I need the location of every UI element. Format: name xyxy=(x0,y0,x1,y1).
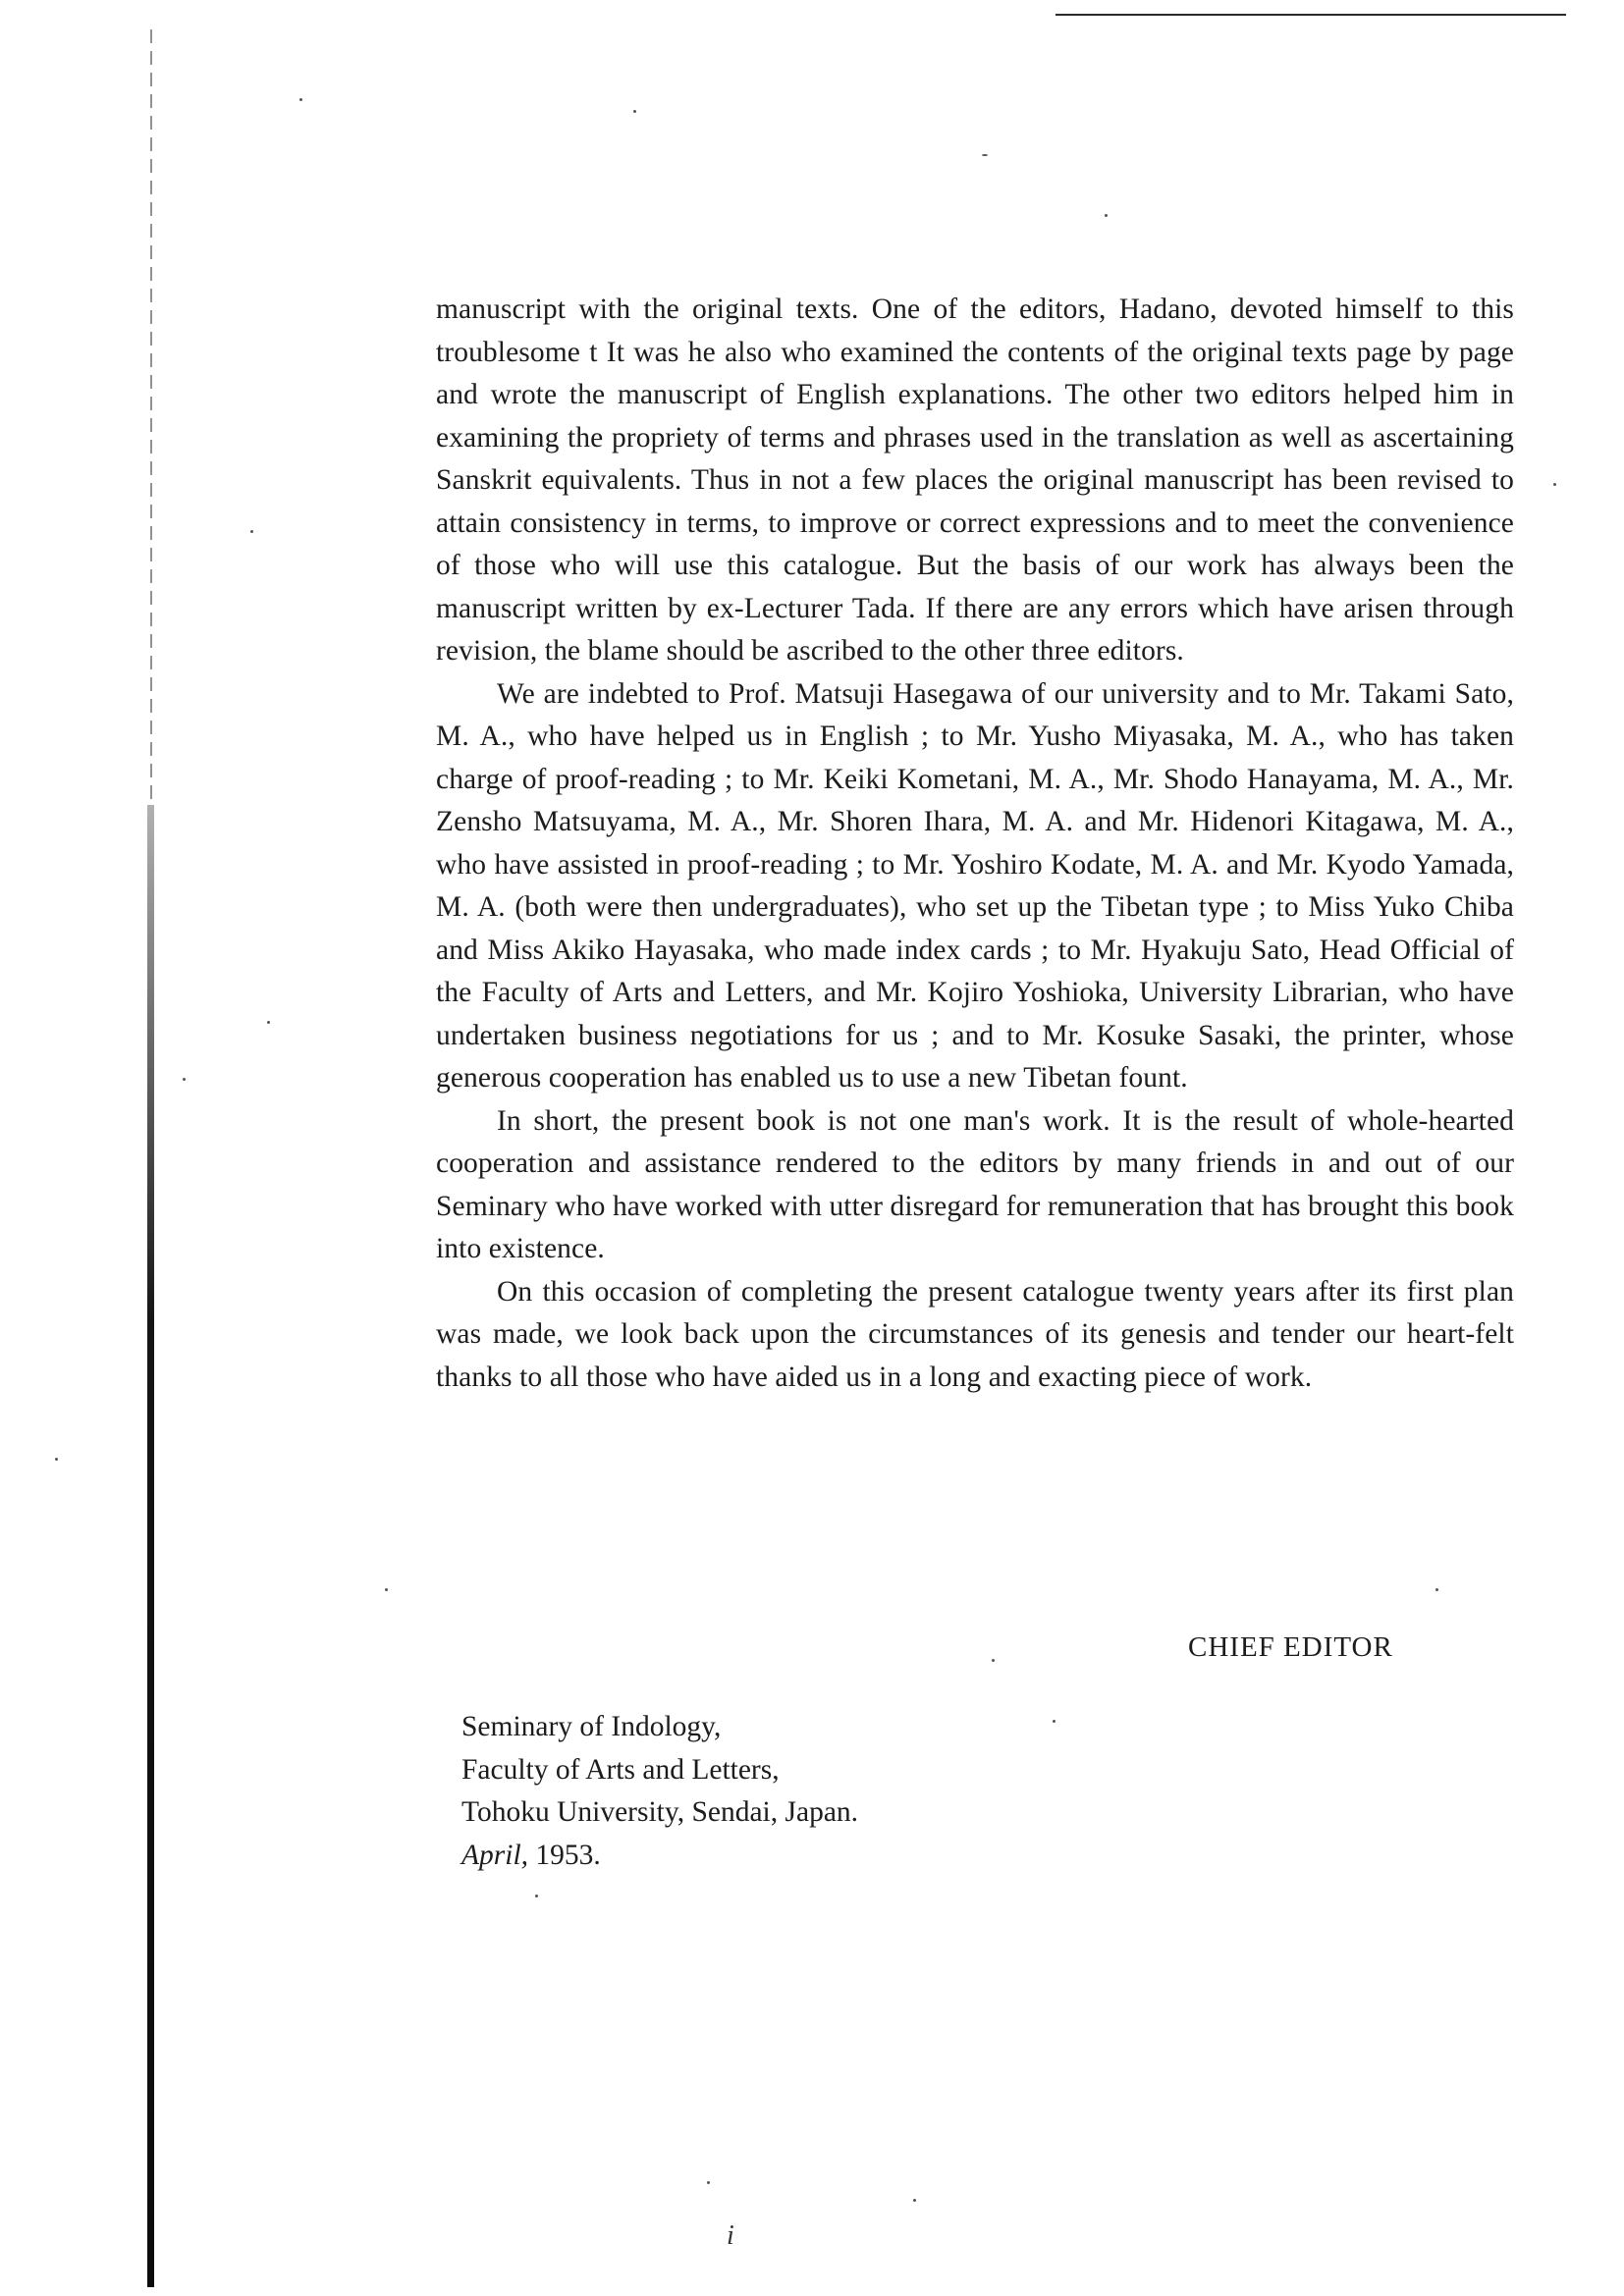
scan-speck xyxy=(535,1895,538,1897)
preface-paragraph: In short, the present book is not one man's work. It is the result of whole-hearted cooperation and assistance rendered to the editors by many friends in and out of our Seminary who have worked with utter disregard for remuneration that has brought this book into existence. xyxy=(436,1104,1514,1264)
scan-speck xyxy=(250,530,253,533)
date-line xyxy=(461,1835,1149,1878)
scan-speck xyxy=(267,1021,270,1024)
binding-shadow-lower xyxy=(147,805,154,2287)
top-rule xyxy=(1056,14,1566,16)
preface-paragraph: manuscript with the original texts. One of the editors, Hadano, devoted himself to this troublesome t It was he also who examined the contents of the original texts page by page and wrote the manuscript of English explanations. The other two editors helped him in examining the propriety of terms and phrases used in the translation as well as ascertaining Sanskrit equivalents. Thus in not a few places the original manuscript has been revised to attain consistency in terms, to improve or correct expressions and to meet the convenience of those who will use this catalogue. But the basis of our work has always been the manuscript written by ex-Lecturer Tada. If there are any errors which have arisen through revision, the blame should be ascribed to the other three editors. xyxy=(436,294,1514,667)
scan-speck xyxy=(1435,1588,1438,1591)
scan-speck xyxy=(385,1588,388,1591)
binding-shadow-upper xyxy=(150,29,152,805)
preface-paragraph: We are indebted to Prof. Matsuji Hasegawa of our university and to Mr. Takami Sato, M. A., who have helped us in English ; to Mr. Yusho Miyasaka, M. A., who has taken charge of proof-reading ; to Mr. Keiki Kometani, M. A., Mr. Shodo Hanayama, M. A., Mr. Zensho Matsuyama, M. A., Mr. Shoren Ihara, M. A. and Mr. Hidenori Kitagawa, M. A., who have assisted in proof-reading ; to Mr. Yoshiro Kodate, M. A. and Mr. Kyodo Yamada, M. A. (both were then undergraduates), who set up the Tibetan type ; to Miss Yuko Chiba and Miss Akiko Hayasaka, who made index cards ; to Mr. Hyakuju Sato, Head Official of the Faculty of Arts and Letters, and Mr. Kojiro Yoshioka, University Librarian, who have undertaken business negotiations for us ; and to Mr. Kosuke Sasaki, the printer, whose generous cooperation has enabled us to use a new Tibetan fount. xyxy=(436,677,1514,1094)
preface-body xyxy=(436,289,1514,1399)
scan-speck xyxy=(1553,483,1556,486)
scan-speck xyxy=(982,154,988,156)
address-block xyxy=(461,1706,1149,1877)
page-number: i xyxy=(727,2220,734,2251)
scan-speck xyxy=(55,1458,58,1461)
date-month: April, xyxy=(461,1839,529,1871)
scan-speck xyxy=(913,2199,916,2202)
date-year: 1953. xyxy=(535,1839,601,1871)
scan-speck xyxy=(992,1659,995,1662)
address-line: Seminary of Indology, xyxy=(461,1711,722,1742)
address-line: Tohoku University, Sendai, Japan. xyxy=(461,1796,859,1828)
scan-speck xyxy=(633,110,636,113)
scan-speck xyxy=(707,2181,710,2184)
preface-paragraph: On this occasion of completing the present catalogue twenty years after its first plan was made, we look back upon the circumstances of its genesis and tender our heart-felt thanks to all those who have aided us in a long and exacting piece of work. xyxy=(436,1275,1514,1393)
scan-speck xyxy=(183,1078,186,1081)
signature: CHIEF EDITOR xyxy=(1188,1631,1393,1663)
address-line: Faculty of Arts and Letters, xyxy=(461,1753,780,1786)
scan-speck xyxy=(299,98,302,101)
scan-speck xyxy=(1105,214,1108,217)
